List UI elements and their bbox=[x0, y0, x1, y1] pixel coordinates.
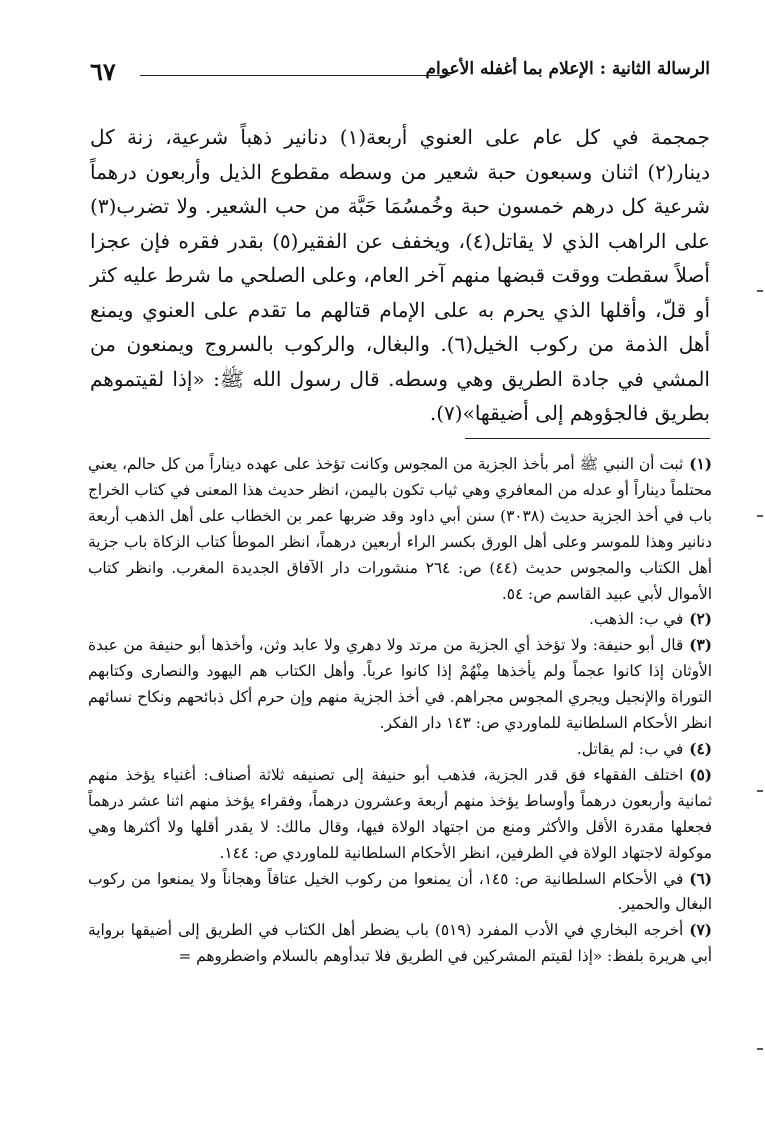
footnote-text: في ب: لم يقاتل. bbox=[576, 739, 684, 758]
footnote-3 bbox=[88, 633, 712, 737]
margin-mark bbox=[757, 290, 763, 292]
footnote-separator bbox=[465, 438, 710, 439]
header-rule bbox=[140, 75, 450, 76]
margin-mark bbox=[757, 1048, 763, 1050]
footnote-text: اختلف الفقهاء فق قدر الجزية، فذهب أبو حنيفة إلى تصنيفه ثلاثة أصناف: أغنياء يؤخذ منهم ثمانية وأربعون درهماً وأوساط يؤخذ منهم أربعة وعشرون درهماً، وفقراء يؤخذ منهم اثنا عشر درهماً فجعلها مقدرة الأقل والأكثر ومنع من اجتهاد الولاة فيها، وقال مالك: لا يقدر أقلها ولا أكثرها وهي موكولة لاجتهاد الولاة في الطرفين، انظر الأحكام السلطانية للماوردي ص: ١٤٤. bbox=[88, 765, 712, 862]
page-header bbox=[90, 55, 710, 91]
page-number: ٦٧ bbox=[90, 57, 116, 86]
footnote-2 bbox=[88, 607, 712, 633]
running-title: الرسالة الثانية : الإعلام بما أغفله الأعوام bbox=[425, 59, 710, 79]
footnote-number: (٣) bbox=[689, 636, 712, 655]
footnotes bbox=[88, 452, 712, 970]
footnote-number: (٦) bbox=[689, 869, 712, 888]
margin-mark bbox=[757, 515, 763, 517]
footnote-number: (٥) bbox=[689, 765, 712, 784]
body-paragraph: جمجمة في كل عام على العنوي أربعة(١) دنانير ذهباً شرعية، زنة كل دينار(٢) اثنان وسبعون حبة شعير من وسطه مقطوع الذيل وأربعون درهماً شرعية كل درهم خمسون حبة وخُمسُمَا حَبَّة من حب الشعير. ولا تضرب(٣) على الراهب الذي لا يقاتل(٤)، ويخفف عن الفقير(٥) بقدر فقره فإن عجزا أصلاً سقطت ووقت قبضها منهم آخر العام، وعلى الصلحي ما شرط عليه كثر أو قلّ، وأقلها الذي يحرم به على الإمام قتالهم ما تقدم على العنوي ويمنع أهل الذمة من ركوب الخيل(٦). والبغال، والركوب بالسروج ويمنعون من المشي في جادة الطريق وهي وسطه. قال رسول الله ﷺ: «إذا لقيتموهم بطريق فالجؤوهم إلى أضيقها»(٧). bbox=[90, 125, 711, 425]
footnote-5 bbox=[88, 763, 712, 867]
footnote-text: قال أبو حنيفة: ولا تؤخذ أي الجزية من مرتد ولا دهري ولا عابد وثن، وأخذها أبو حنيفة من عبدة الأوثان إذا كانوا عجماً ولم يأخذها مِنْهُمْ إذا كانوا عرباً. وأهل الكتاب هم اليهود والنصارى وكتابهم التوراة والإنجيل ويجري المجوس مجراهم. في أخذ الجزية منهم وإن حرم أكل ذبائحهم ونكاح نسائهم انظر الأحكام السلطانية للماوردي ص: ١٤٣ دار الفكر. bbox=[88, 636, 712, 733]
footnote-text: في الأحكام السلطانية ص: ١٤٥، أن يمنعوا من ركوب الخيل عتاقاً وهجاناً ولا يمنعوا من ركوب البغال والحمير. bbox=[88, 869, 712, 914]
footnote-number: (٤) bbox=[689, 739, 712, 758]
footnote-4 bbox=[88, 737, 712, 763]
footnote-7 bbox=[88, 918, 712, 970]
footnote-number: (٢) bbox=[689, 610, 712, 629]
footnote-text: في ب: الذهب. bbox=[589, 610, 684, 629]
footnote-6 bbox=[88, 867, 712, 919]
footnote-number: (١) bbox=[689, 455, 712, 473]
footnote-text: ثبت أن النبي ﷺ أمر بأخذ الجزية من المجوس وكانت تؤخذ على عهده ديناراً من كل حالم، يعني محتلماً ديناراً أو عدله من المعافري وهي ثياب تكون باليمن، انظر حديث هذا المعنى في كتاب الخراج باب في أخذ الجزية حديث (٣٠٣٨) سنن أبي داود وقد ضربها عمر بن الخطاب على أهل الذهب أربعة دنانير وهذا للموسر وعلى أهل الورق بكسر الراء أربعين درهماً، انظر الموطأ كتاب الزكاة باب جزية أهل الكتاب والمجوس حديث (٤٤) ص: ٢٦٤ منشورات دار الآفاق الجديدة المغرب. وانظر كتاب الأموال لأبي عبيد القاسم ص: ٥٤. bbox=[88, 455, 713, 603]
margin-mark bbox=[757, 790, 763, 792]
main-text bbox=[90, 120, 710, 431]
footnote-number: (٧) bbox=[689, 921, 713, 940]
footnote-1 bbox=[88, 452, 712, 607]
footnote-text: أخرجه البخاري في الأدب المفرد (٥١٩) باب يضطر أهل الكتاب في الطريق إلى أضيقها برواية أبي هريرة بلفظ: «إذا لقيتم المشركين في الطريق فلا تبدأوهم بالسلام واضطروهم = bbox=[88, 921, 712, 966]
